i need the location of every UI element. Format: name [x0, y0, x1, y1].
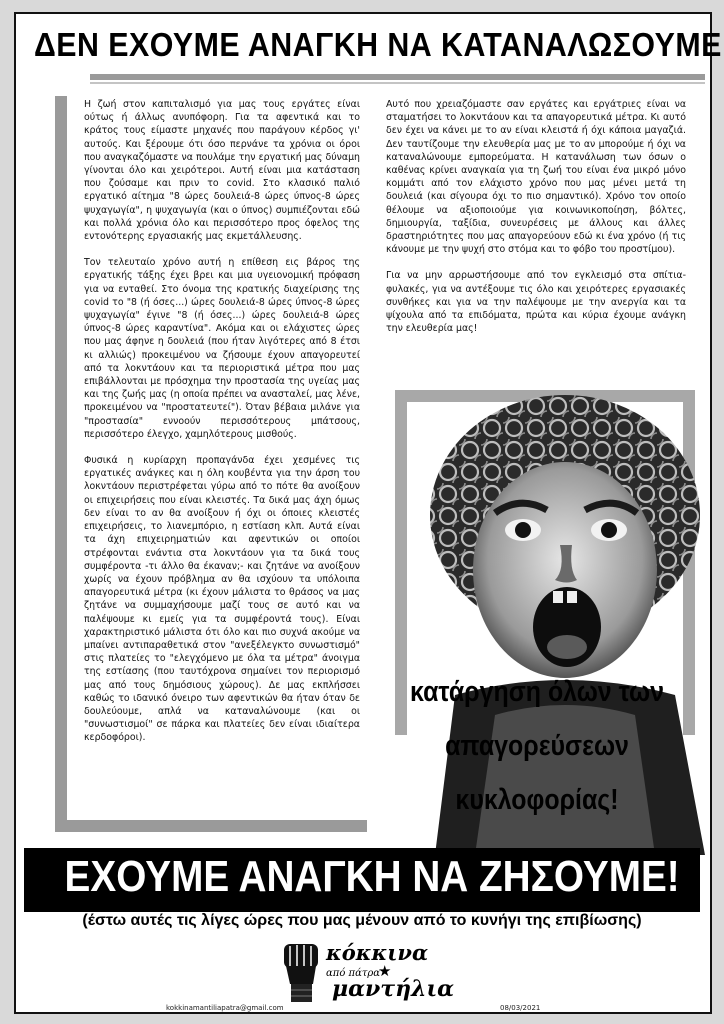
raised-fist-icon	[280, 940, 322, 1002]
left-paragraph: Φυσικά η κυρίαρχη προπαγάνδα έχει χεσμένες τις εργατικές ανάγκες και η όλη κουβέντα για την άρση του λοκντάουν περιστρέφεται γύρω από το πότε θα ανοίξουν οι επιχειρήσεις που είναι κλειστές. Τα δικά μας άχη όμως δεν είναι το αν θα ανοίξουν ή όχι οι όποιες κλειστές επιχειρήσεις, το λιανεμπόριο, η εστίαση κλπ. Αυτά είναι τα άχη επιχειρηματιών και αφεντικών οι οποίοι στρέφονται ενάντια στα λοκντάουν για τα δικά τους συμφέροντα -τι άλλο θα έκαναν;- και ζητάνε να ανοίξουν χωρίς να έχουν πρόβλημα αν θα ισχύουν τα υπόλοιπα απαγορευτικά μέτρα (κι έχουν μάλιστα το θράσος να μας ζητάνε να συμμαχήσουμε μαζί τους σε αυτό και να παλέψουμε κι εμείς για τα συμφέροντά τους). Είναι χαρακτηριστικό μάλιστα ότι όλο και πιο συχνά ακούμε να μπαίνει αντιπαραθετικά στον "ανεξέλεγκτο συνωστισμό" στις πλατείες το "ελεγχόμενο με όλα τα μέτρα" άνοιγμα της εστίασης (που ταυτόχρονα σημαίνει τον περιορισμό μας από τους δημόσιους χώρους). Δε μας εκπλήσσει καθώς το ιδανικό όνειρο των αφεντικών θα ήταν όταν δε δουλεύουμε, απλά να καταναλώνουμε (και οι "συνωστισμοί" σε πάρκα και πλατείες δεν είναι ιδιαίτερα κερδοφόροι).	[84, 455, 360, 744]
left-paragraph: Η ζωή στον καπιταλισμό για μας τους εργάτες είναι ούτως ή άλλως ανυπόφορη. Για τα αφεντικά και το κράτος τους είμαστε μηχανές που παράγουν κέρδος γι' αυτούς. Και ξέρουμε ότι όσο περνάνε τα χρόνια οι όροι που αναγκαζόμαστε να πουλάμε την εργατική μας δύναμη γίνονται όλο και χειρότεροι. Αυτή είναι μια κατάσταση που ζούσαμε και πριν το covid. Στο κλασικό παλιό εργατικό αίτημα "8 ώρες δουλειά-8 ώρες ύπνος-8 ώρες ψυχαγωγία", η ψυχαγωγία (και ο ύπνος) συμπιέζονται εδώ και πολλά χρόνια όλο και περισσότερο προς όφελος της εντονότερης εργασιακής μας εκμετάλλευσης.	[84, 99, 360, 243]
left-text-column	[84, 98, 360, 758]
logo-text-apo-patra: από πάτρα	[326, 968, 381, 979]
bottom-banner	[24, 848, 700, 912]
right-paragraph: Αυτό που χρειαζόμαστε σαν εργάτες και εργάτριες είναι να σταματήσει το λοκντάουν και τα απαγορευτικά μέτρα. Κι αυτό δεν έχει να κάνει με το αν είναι κλειστά ή όχι κάποια μαγαζιά. Δεν ταυτίζουμε την ελευθερία μας με το αν μπορούμε ή όχι να καταναλώνουμε εμπορεύματα. Η κατανάλωση των όσων ο καθένας κρίνει αναγκαία για τη ζωή του είναι ένα μικρό μόνο κομμάτι από τον ελάχιστο χρόνο που μας μένει μετά τη δουλειά (και σίγουρα όχι το πιο σημαντικό). Χρόνο τον οποίο θέλουμε να αξιοποιούμε για κοινωνικοποίηση, βόλτες, δημιουργία, ταξίδια, συνευρέσεις με άλλους και άλλες δραστηριότητες που μας απαγορεύουν εδώ κι ένα χρόνο (ή τις κάνουμε με την ψυχή στο στόμα και το φόβο του προστίμου).	[386, 99, 686, 256]
slogan-line-1: κατάργηση όλων των	[410, 676, 664, 708]
slogan-line-3: κυκλοφορίας!	[455, 784, 619, 816]
poster-headline: ΔΕΝ ΕΧΟΥΜΕ ΑΝΑΓΚΗ ΝΑ ΚΑΤΑΝΑΛΩΣΟΥΜΕ	[34, 26, 722, 63]
banner-text: ΕΧΟΥΜΕ ΑΝΑΓΚΗ ΝΑ ΖΗΣΟΥΜΕ!	[64, 852, 680, 901]
logo-text-mantilia: μαντήλια	[332, 976, 455, 1002]
right-text-column	[386, 98, 686, 348]
slogan-line-2: απαγορεύσεων	[445, 730, 629, 762]
headline-underline-thin	[90, 82, 705, 84]
headline-underline	[90, 74, 705, 80]
star-icon: ★	[378, 962, 392, 980]
poster-date: 08/03/2021	[500, 1004, 541, 1012]
logo-text-kokkina: κόκκινα	[326, 940, 429, 965]
left-paragraph: Τον τελευταίο χρόνο αυτή η επίθεση εις βάρος της εργατικής τάξης έχει βρει και μια υγειονομική πρόφαση για να ενταθεί. Στο όνομα της κρατικής διαχείρισης της covid το "8 (ή όσες...) ώρες δουλειά-8 ώρες ύπνος-8 ώρες ψυχαγωγία" έγινε "8 (ή όσες...) ώρες δουλειά-8 ώρες ύπνος-8 ώρες καραντίνα". Ακόμα και οι ελάχιστες ώρες που μας άφηνε η δουλειά (που ήταν λιγότερες από 8 έτσι κι αλλιώς) προκειμένου να ζήσουμε έχουν απαγορευτεί από τα λοκντάουν και τα περιοριστικά μέτρα που μας επιβάλλονται με πρόσχημα την προστασία της υγείας μας και της ζωής μας (η οποία πρέπει να ανασταλεί, μας λένε, προκειμένου να "προστατευτεί"). Όταν βέβαια μιλάνε για "προστασία" εννοούν περισσότερους μπάτσους, περισσότερο έλεγχο, χαμηλότερους μισθούς.	[84, 257, 360, 440]
banner-subline: (έστω αυτές τις λίγες ώρες που μας μένουν από το κυνήγι της επιβίωσης)	[82, 912, 642, 929]
right-paragraph: Για να μην αρρωστήσουμε από τον εγκλεισμό στα σπίτια-φυλακές, για να αντέξουμε τις όλο και χειρότερες εργασιακές συνθήκες και για να την παλέψουμε με την ανεργία και τα ψίχουλα από τα επιδόματα, πρώτα και κύρια έχουμε ανάγκη την ελευθερία μας!	[386, 270, 686, 335]
contact-email: kokkinamantiliapatra@gmail.com	[166, 1004, 284, 1012]
